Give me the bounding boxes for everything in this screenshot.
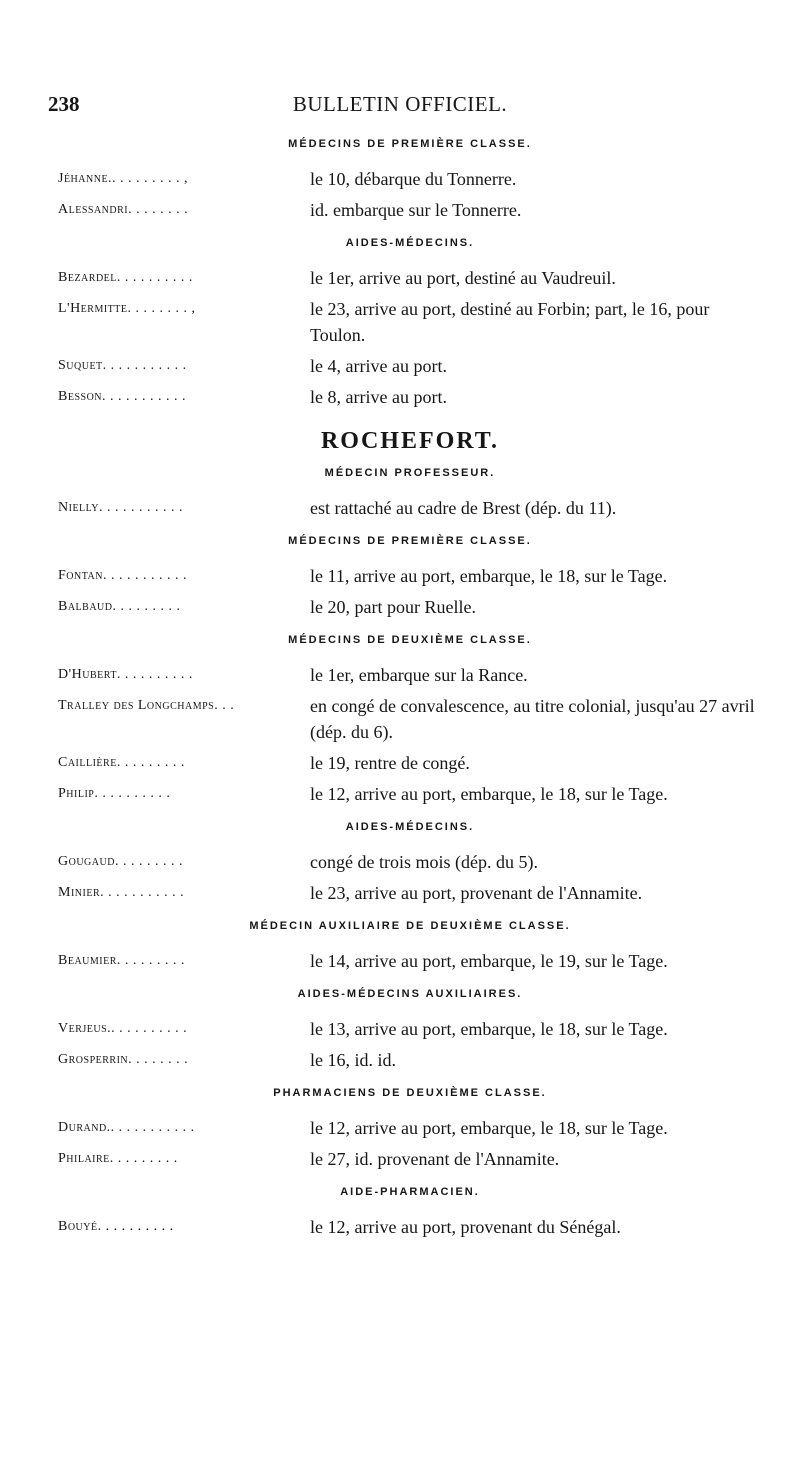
entry-row — [58, 1146, 762, 1172]
entry-text: le 27, id. provenant de l'Annamite. — [310, 1149, 560, 1169]
entry-row — [58, 384, 762, 410]
entry-name: Fontan. . . . . . . . . . . — [58, 568, 187, 583]
section — [58, 1087, 762, 1172]
entry-row — [58, 1016, 762, 1042]
entry-row — [58, 166, 762, 192]
entry-text: le 11, arrive au port, embarque, le 18, sur le Tage. — [310, 566, 668, 586]
entry-name: Grosperrin. . . . . . . . — [58, 1052, 189, 1067]
page-number: 238 — [48, 92, 80, 116]
entry-name: Caillière. . . . . . . . . — [58, 755, 185, 770]
entry-name: Durand.. . . . . . . . . . . — [58, 1120, 195, 1135]
entry-text: est rattaché au cadre de Brest (dép. du 11). — [310, 498, 617, 518]
entry-name: Suquet. . . . . . . . . . . — [58, 358, 187, 373]
section-heading: MÉDECIN AUXILIAIRE DE DEUXIÈME CLASSE. — [249, 920, 571, 932]
entry-name: Philip. . . . . . . . . . — [58, 786, 171, 801]
section — [58, 535, 762, 620]
entry-name: Bezardel. . . . . . . . . . — [58, 270, 193, 285]
entry-row — [58, 1214, 762, 1240]
entry-text: le 4, arrive au port. — [310, 356, 447, 376]
entry-text: le 20, part pour Ruelle. — [310, 597, 476, 617]
entry-text: congé de trois mois (dép. du 5). — [310, 852, 538, 872]
entry-text: le 19, rentre de congé. — [310, 753, 470, 773]
section-heading: AIDE-PHARMACIEN. — [340, 1186, 480, 1198]
entry-name: Balbaud. . . . . . . . . — [58, 599, 181, 614]
entry-row — [58, 1047, 762, 1073]
entry-row — [58, 594, 762, 620]
entry-text: le 23, arrive au port, destiné au Forbin; part, le 16, pour Toulon. — [310, 299, 710, 345]
section — [58, 1186, 762, 1240]
entry-row — [58, 948, 762, 974]
entry-row — [58, 197, 762, 223]
section-heading: PHARMACIENS DE DEUXIÈME CLASSE. — [273, 1087, 547, 1099]
section — [58, 988, 762, 1073]
entry-row — [58, 693, 762, 745]
entry-row — [58, 495, 762, 521]
entry-name: Bouyé. . . . . . . . . . — [58, 1219, 174, 1234]
section — [58, 428, 762, 521]
entry-name: Alessandri. . . . . . . . — [58, 202, 189, 217]
entry-text: le 23, arrive au port, provenant de l'Annamite. — [310, 883, 643, 903]
entry-name: Philaire. . . . . . . . . — [58, 1151, 178, 1166]
section-heading: MÉDECIN PROFESSEUR. — [324, 467, 496, 479]
running-title: BULLETIN OFFICIEL. — [292, 92, 508, 116]
entry-name: Besson. . . . . . . . . . . — [58, 389, 187, 404]
document-body — [58, 132, 762, 1254]
entry-name: Nielly. . . . . . . . . . . — [58, 500, 183, 515]
entry-row — [58, 265, 762, 291]
section — [58, 920, 762, 974]
entry-text: le 10, débarque du Tonnerre. — [310, 169, 517, 189]
entry-row — [58, 849, 762, 875]
section-heading: AIDES-MÉDECINS. — [345, 821, 475, 833]
entry-text: id. embarque sur le Tonnerre. — [310, 200, 522, 220]
entry-name: Verjeus.. . . . . . . . . . — [58, 1021, 188, 1036]
entry-row — [58, 1115, 762, 1141]
section — [58, 821, 762, 906]
entry-text: le 12, arrive au port, provenant du Sénégal. — [310, 1217, 621, 1237]
entry-text: en congé de convalescence, au titre colonial, jusqu'au 27 avril (dép. du 6). — [310, 696, 755, 742]
entry-name: Tralley des Longchamps. . . — [58, 698, 235, 713]
section — [58, 237, 762, 410]
section-heading: AIDES-MÉDECINS AUXILIAIRES. — [297, 988, 523, 1000]
entry-name: L'Hermitte. . . . . . . . , — [58, 301, 196, 316]
entry-row — [58, 662, 762, 688]
entry-row — [58, 750, 762, 776]
entry-text: le 13, arrive au port, embarque, le 18, sur le Tage. — [310, 1019, 668, 1039]
entry-name: D'Hubert. . . . . . . . . . — [58, 667, 193, 682]
entry-row — [58, 781, 762, 807]
entry-text: le 16, id. id. — [310, 1050, 396, 1070]
entry-text: le 14, arrive au port, embarque, le 19, sur le Tage. — [310, 951, 668, 971]
entry-text: le 12, arrive au port, embarque, le 18, sur le Tage. — [310, 784, 668, 804]
section — [58, 138, 762, 223]
entry-row — [58, 563, 762, 589]
entry-name: Minier. . . . . . . . . . . — [58, 885, 185, 900]
section-heading: MÉDECINS DE PREMIÈRE CLASSE. — [288, 138, 532, 150]
section-heading: MÉDECINS DE DEUXIÈME CLASSE. — [288, 634, 532, 646]
section-heading: AIDES-MÉDECINS. — [345, 237, 475, 249]
entry-name: Beaumier. . . . . . . . . — [58, 953, 185, 968]
entry-text: le 8, arrive au port. — [310, 387, 447, 407]
section-heading: MÉDECINS DE PREMIÈRE CLASSE. — [288, 535, 532, 547]
entry-row — [58, 880, 762, 906]
location-heading: ROCHEFORT. — [320, 428, 500, 454]
entry-text: le 1er, arrive au port, destiné au Vaudreuil. — [310, 268, 616, 288]
section — [58, 634, 762, 807]
entry-row — [58, 296, 762, 348]
entry-row — [58, 353, 762, 379]
entry-name: Jéhanne.. . . . . . . . . , — [58, 171, 189, 186]
page-header — [48, 92, 752, 122]
entry-name: Gougaud. . . . . . . . . — [58, 854, 183, 869]
entry-text: le 1er, embarque sur la Rance. — [310, 665, 528, 685]
entry-text: le 12, arrive au port, embarque, le 18, sur le Tage. — [310, 1118, 668, 1138]
